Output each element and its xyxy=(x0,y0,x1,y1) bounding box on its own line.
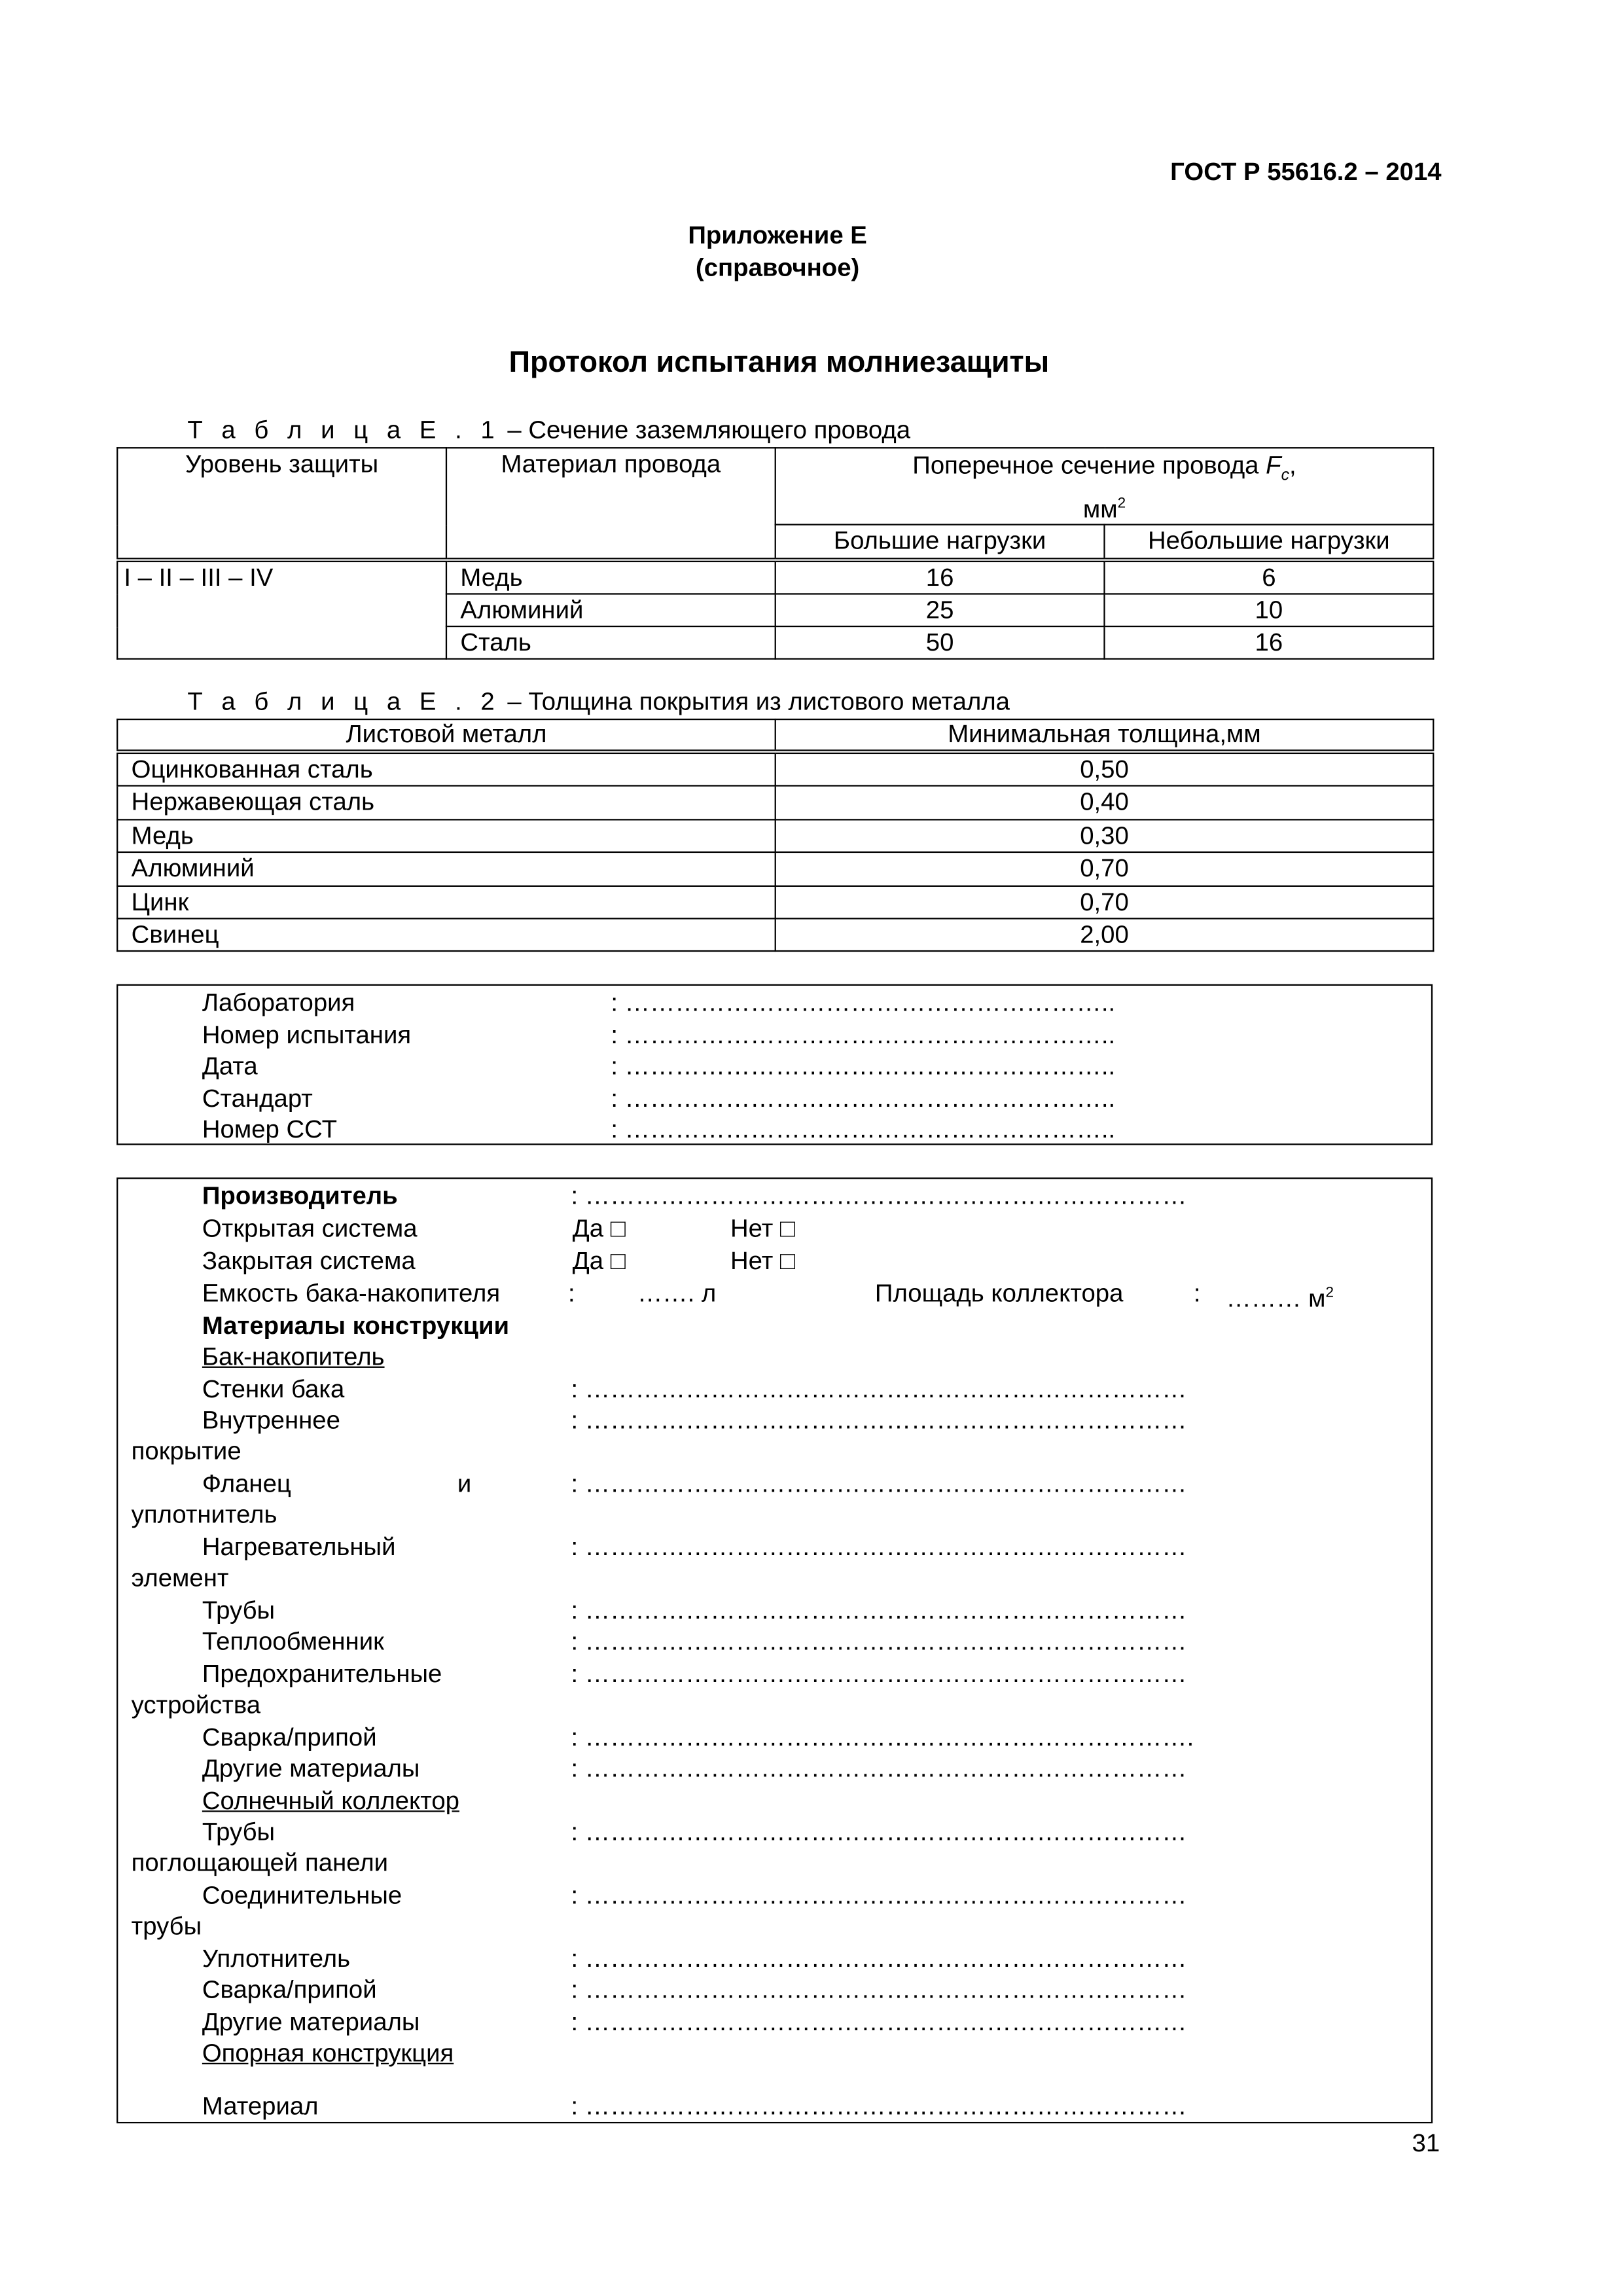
thickness-cell: 0,70 xyxy=(776,886,1434,919)
area-colon: : xyxy=(1193,1279,1201,1308)
header-section: Поперечное сечение провода $F_c$, $мм^2$ xyxy=(776,448,1434,524)
field-label: Другие материалы xyxy=(202,2008,420,2037)
field-fill: : ……………………………………………………………… xyxy=(571,1881,1187,1910)
checkbox-icon[interactable]: □ xyxy=(610,1214,626,1243)
lab-field-fill: : ………………………………………………….. xyxy=(611,1052,1116,1081)
lab-field-label: Номер испытания xyxy=(202,1020,412,1049)
field-fill: : ………………………………………………………………. xyxy=(571,1723,1194,1752)
field-fill: : ……………………………………………………………… xyxy=(571,1181,1187,1210)
header-light: Небольшие нагрузки xyxy=(1104,525,1433,560)
field-label: Открытая система xyxy=(202,1214,418,1243)
table-row xyxy=(117,786,1433,819)
yes-option[interactable]: Да □ xyxy=(572,1214,626,1243)
header-thickness: Минимальная толщина,мм xyxy=(776,719,1434,752)
lab-field-fill: : ………………………………………………….. xyxy=(611,1083,1116,1112)
lab-field-label: Дата xyxy=(202,1052,258,1081)
material-cell: Сталь xyxy=(446,626,776,659)
capacity-colon: : xyxy=(567,1279,575,1308)
material-cell: Алюминий xyxy=(446,594,776,627)
page-number: 31 xyxy=(1412,2129,1440,2158)
field-label: Нагревательный xyxy=(202,1533,396,1562)
header-level: Уровень защиты xyxy=(117,448,446,560)
level-cell: I – II – III – IV xyxy=(117,560,446,659)
field-label: Сварка/припой xyxy=(202,1975,377,2004)
field-fill: : ……………………………………………………………… xyxy=(571,1375,1187,1404)
lab-field-label: Номер ССТ xyxy=(202,1115,338,1144)
lab-field-fill: : ………………………………………………….. xyxy=(611,988,1116,1017)
heavy-cell: 16 xyxy=(776,560,1105,594)
lab-field-label: Лаборатория xyxy=(202,988,355,1017)
thickness-cell: 0,30 xyxy=(776,819,1434,853)
no-option[interactable]: Нет □ xyxy=(730,1247,796,1275)
field-label-continuation: трубы xyxy=(131,1912,202,1941)
table-row xyxy=(117,819,1433,853)
header-material: Материал провода xyxy=(446,448,776,560)
field-fill: : ……………………………………………………………… xyxy=(571,1533,1187,1562)
light-cell: 6 xyxy=(1104,560,1433,594)
field-label: Предохранительные xyxy=(202,1660,442,1689)
metal-cell: Цинк xyxy=(117,886,776,919)
field-fill: : ……………………………………………………………… xyxy=(571,1754,1187,1783)
field-label: Соединительные xyxy=(202,1881,402,1910)
heavy-cell: 50 xyxy=(776,626,1105,659)
field-fill: : ……………………………………………………………… xyxy=(571,2008,1187,2037)
metal-cell: Нержавеющая сталь xyxy=(117,786,776,819)
document-code: ГОСТ Р 55616.2 – 2014 xyxy=(1170,158,1442,187)
field-label: Фланец xyxy=(202,1469,291,1498)
table-e1 xyxy=(116,447,1434,660)
no-option[interactable]: Нет □ xyxy=(730,1214,796,1243)
table-row xyxy=(117,852,1433,886)
lab-field-fill: : ………………………………………………….. xyxy=(611,1020,1116,1049)
appendix-title: Приложение Е xyxy=(688,221,867,250)
area-label: Площадь коллектора xyxy=(874,1279,1124,1308)
field-label: Закрытая система xyxy=(202,1247,416,1275)
field-label: Материал xyxy=(202,2092,319,2121)
field-label: Другие материалы xyxy=(202,1754,420,1783)
area-value: ……… $м^2$ xyxy=(1226,1284,1334,1313)
metal-cell: Медь xyxy=(117,819,776,853)
thickness-cell: 0,70 xyxy=(776,852,1434,886)
heavy-cell: 25 xyxy=(776,594,1105,627)
table-e2 xyxy=(116,719,1434,952)
field-fill: : ……………………………………………………………… xyxy=(571,1945,1187,1973)
field-label: Сварка/припой xyxy=(202,1723,377,1752)
field-label: Производитель xyxy=(202,1181,398,1210)
field-label-end: и xyxy=(457,1469,472,1498)
checkbox-icon[interactable]: □ xyxy=(779,1214,796,1243)
table1-caption: Т а б л и ц а Е . 1 – Сечение заземляющего провода xyxy=(187,416,911,444)
page-title: Протокол испытания молниезащиты xyxy=(508,346,1050,380)
lab-field-fill: : ………………………………………………….. xyxy=(611,1115,1116,1144)
field-fill: : ……………………………………………………………… xyxy=(571,1627,1187,1656)
section-heading: Солнечный коллектор xyxy=(202,1787,459,1816)
field-label-continuation: элемент xyxy=(131,1564,229,1592)
metal-cell: Алюминий xyxy=(117,852,776,886)
field-fill: : ……………………………………………………………… xyxy=(571,1596,1187,1625)
material-cell: Медь xyxy=(446,560,776,594)
lab-field-label: Стандарт xyxy=(202,1083,313,1112)
field-label: Внутреннее xyxy=(202,1406,340,1435)
field-fill: : ……………………………………………………………… xyxy=(571,1818,1187,1846)
field-fill: : ……………………………………………………………… xyxy=(571,1660,1187,1689)
field-fill: : ……………………………………………………………… xyxy=(571,1975,1187,2004)
field-label: Трубы xyxy=(202,1596,276,1625)
section-heading: Опорная конструкция xyxy=(202,2039,454,2068)
thickness-cell: 0,40 xyxy=(776,786,1434,819)
field-label: Стенки бака xyxy=(202,1375,345,1404)
field-label: Теплообменник xyxy=(202,1627,384,1656)
field-label: Материалы конструкции xyxy=(202,1312,510,1340)
section-heading: Бак-накопитель xyxy=(202,1342,385,1371)
field-label: Емкость бака-накопителя xyxy=(202,1279,501,1308)
field-label-continuation: поглощающей панели xyxy=(131,1848,389,1877)
field-label-continuation: покрытие xyxy=(131,1437,241,1465)
field-label-continuation: устройства xyxy=(131,1691,261,1719)
header-metal: Листовой металл xyxy=(117,719,776,752)
metal-cell: Оцинкованная сталь xyxy=(117,752,776,787)
yes-option[interactable]: Да □ xyxy=(572,1247,626,1275)
field-fill: : ……………………………………………………………… xyxy=(571,1469,1187,1498)
light-cell: 10 xyxy=(1104,594,1433,627)
thickness-cell: 2,00 xyxy=(776,918,1434,952)
metal-cell: Свинец xyxy=(117,918,776,952)
field-fill: : ……………………………………………………………… xyxy=(571,1406,1187,1435)
checkbox-icon[interactable]: □ xyxy=(610,1247,626,1275)
product-info-box xyxy=(116,1177,1433,2123)
capacity-value: ……. л xyxy=(637,1279,717,1308)
table-row xyxy=(117,752,1433,787)
table-row xyxy=(117,918,1433,952)
field-label: Трубы xyxy=(202,1818,276,1846)
appendix-subtitle: (справочное) xyxy=(695,253,860,282)
field-label: Уплотнитель xyxy=(202,1945,351,1973)
field-fill: : ……………………………………………………………… xyxy=(571,2092,1187,2121)
light-cell: 16 xyxy=(1104,626,1433,659)
thickness-cell: 0,50 xyxy=(776,752,1434,787)
header-heavy: Большие нагрузки xyxy=(776,525,1105,560)
field-label-continuation: уплотнитель xyxy=(131,1500,277,1529)
lab-info-box xyxy=(116,984,1433,1145)
table2-caption: Т а б л и ц а Е . 2 – Толщина покрытия из листового металла xyxy=(187,687,1010,716)
checkbox-icon[interactable]: □ xyxy=(779,1247,796,1275)
table-row xyxy=(117,886,1433,919)
